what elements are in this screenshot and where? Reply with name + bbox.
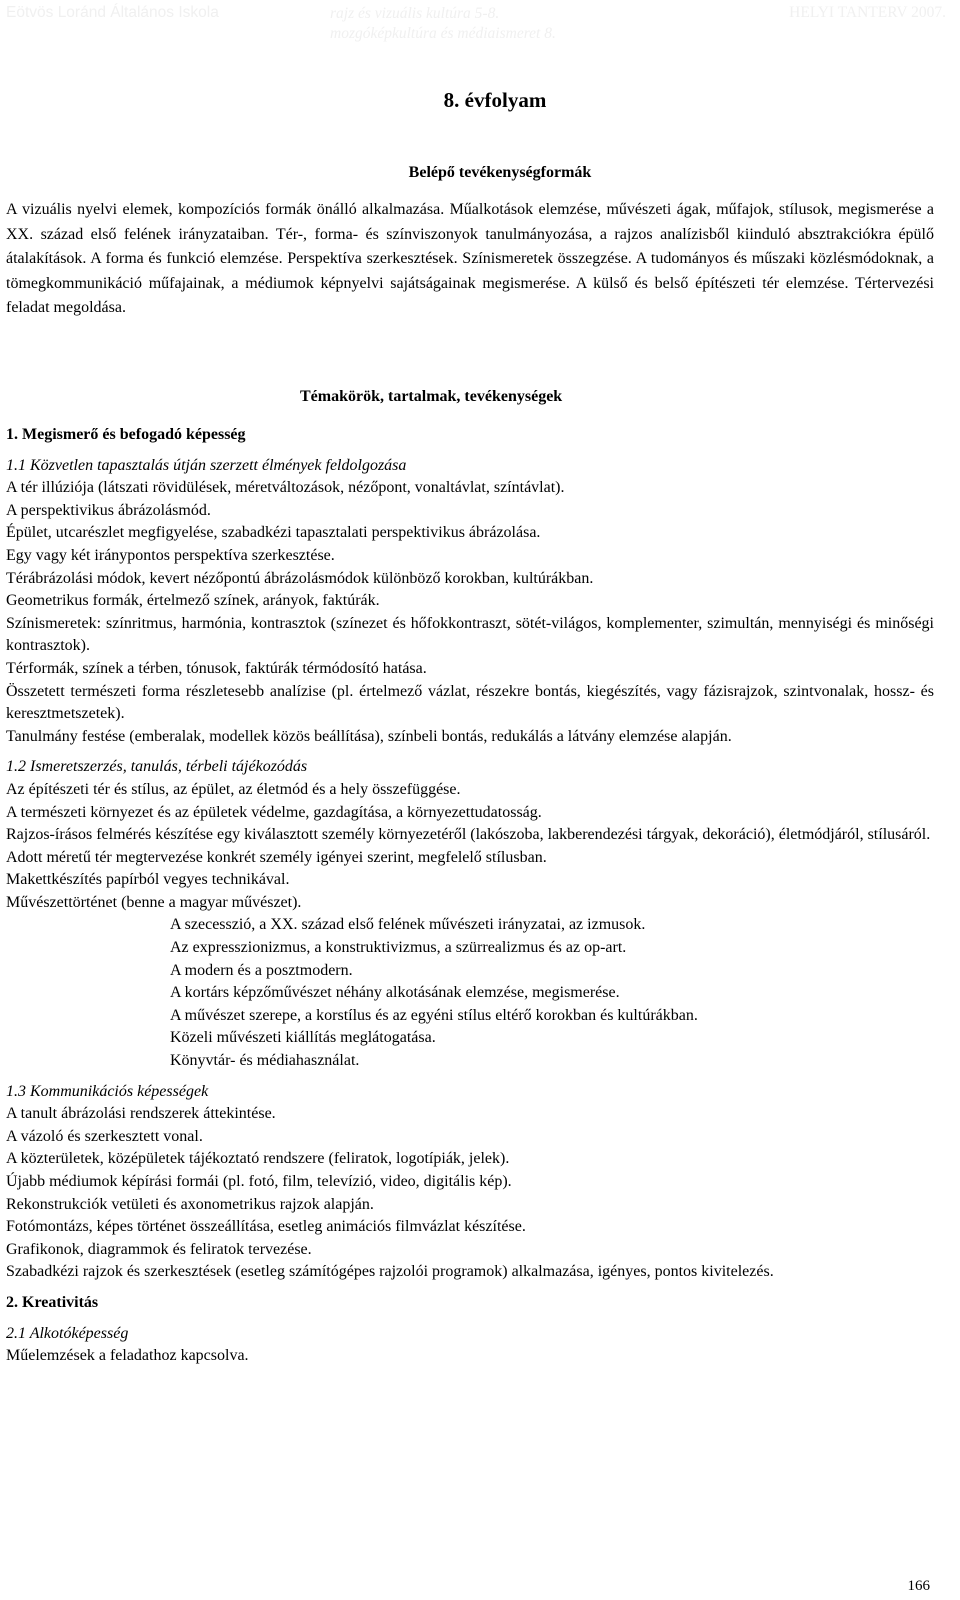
header-school-name: Eötvös Loránd Általános Iskola — [6, 4, 219, 21]
art-history-list — [6, 914, 934, 1072]
main-content — [6, 424, 934, 1368]
grade-title: 8. évfolyam — [443, 88, 547, 112]
list-item: A művészet szerepe, a korstílus és az egyéni stílus eltérő korokban és kultúrákban. — [170, 1006, 698, 1024]
subsection-1-2-title: 1.2 Ismeretszerzés, tanulás, térbeli tájékozódás — [6, 758, 308, 776]
list-item: Grafikonok, diagrammok és feliratok tervezése. — [6, 1240, 312, 1258]
list-item: Tanulmány festése (emberalak, modellek közös beállítása), színbeli bontás, redukálás a látvány elemzése alapján. — [6, 727, 732, 745]
list-item: Makettkészítés papírból vegyes technikával. — [6, 871, 290, 889]
list-item: Közeli művészeti kiállítás meglátogatása. — [170, 1029, 436, 1047]
section-2-title: 2. Kreativitás — [6, 1293, 99, 1311]
subsection-1-3-list — [6, 1103, 934, 1284]
page-number: 166 — [907, 1578, 930, 1594]
list-item: Műelemzések a feladathoz kapcsolva. — [6, 1347, 249, 1365]
list-item: Összetett természeti forma részletesebb analízise (pl. értelmező vázlat, részekre bontás, kiegészítés, vagy fázisrajzok, szintvonalak, hossz- és keresztmetszetek). — [6, 682, 934, 723]
header-curriculum: HELYI TANTERV 2007. — [789, 4, 946, 21]
list-item: A vázoló és szerkesztett vonal. — [6, 1127, 203, 1145]
list-item: Szabadkézi rajzok és szerkesztések (esetleg számítógépes rajzolói programok) alkalmazása, igényes, pontos kivitelezés. — [6, 1263, 774, 1281]
list-item: Rajzos-írásos felmérés készítése egy kiválasztott személy környezetéről (lakószoba, lakberendezési tárgyak, dekoráció), életmódjáról, stílusáról. — [6, 826, 931, 844]
list-item: Épület, utcarészlet megfigyelése, szabadkézi tapasztalati perspektivikus ábrázolása. — [6, 524, 541, 542]
list-item: A tanult ábrázolási rendszerek áttekintése. — [6, 1105, 276, 1123]
list-item: Térábrázolási módok, kevert nézőpontú ábrázolásmódok különböző korokban, kultúrákban. — [6, 569, 594, 587]
list-item: Térformák, színek a térben, tónusok, faktúrák térmódosító hatása. — [6, 659, 427, 677]
header-subject — [330, 4, 556, 44]
page-header — [0, 4, 960, 48]
list-item: Geometrikus formák, értelmező színek, arányok, faktúrák. — [6, 592, 380, 610]
list-item: Könyvtár- és médiahasználat. — [170, 1052, 360, 1070]
list-item: A modern és a posztmodern. — [170, 961, 353, 979]
list-item: A szecesszió, a XX. század első felének művészeti irányzatai, az izmusok. — [170, 916, 646, 934]
list-item: Újabb médiumok képírási formái (pl. fotó, film, televízió, video, digitális kép). — [6, 1173, 512, 1190]
subsection-1-2-list — [6, 779, 934, 915]
list-item: Fotómontázs, képes történet összeállítása, esetleg animációs filmvázlat készítése. — [6, 1218, 526, 1236]
list-item: Rekonstrukciók vetületi és axonometrikus rajzok alapján. — [6, 1195, 374, 1213]
subsection-1-1-list — [6, 477, 934, 748]
list-item: Adott méretű tér megtervezése konkrét személy igényei szerint, megfelelő stílusban. — [6, 848, 547, 866]
list-item: A perspektivikus ábrázolásmód. — [6, 501, 211, 519]
list-item: A természeti környezet és az épületek védelme, gazdagítása, a környezettudatosság. — [6, 803, 542, 821]
subsection-1-1-title: 1.1 Közvetlen tapasztalás útján szerzett élmények feldolgozása — [6, 456, 407, 474]
list-item: A közterületek, középületek tájékoztató rendszere (feliratok, logotípiák, jelek). — [6, 1150, 510, 1168]
list-item: Egy vagy két iránypontos perspektíva szerkesztése. — [6, 546, 335, 564]
header-subject-line-1: rajz és vizuális kultúra 5-8. — [330, 5, 500, 22]
activities-title: Belépő tevékenységformák — [408, 164, 592, 181]
list-item: A tér illúziója (látszati rövidülések, méretváltozások, nézőpont, vonaltávlat, színtávlat). — [6, 479, 565, 497]
list-item: Az expresszionizmus, a konstruktivizmus, a szürrealizmus és az op-art. — [170, 939, 627, 957]
subsection-1-3-title: 1.3 Kommunikációs képességek — [6, 1082, 209, 1100]
subsection-2-1-title: 2.1 Alkotóképesség — [6, 1324, 129, 1342]
list-item: Az építészeti tér és stílus, az épület, az életmód és a hely összefüggése. — [6, 780, 461, 798]
list-item: Színismeretek: színritmus, harmónia, kontrasztok (színezet és hőfokkontraszt, sötét-világos, komplementer, szimultán, mennyiségi és minőségi kontrasztok). — [6, 614, 934, 655]
list-item: A kortárs képzőművészet néhány alkotásának elemzése, megismerése. — [170, 984, 620, 1002]
intro-paragraph: A vizuális nyelvi elemek, kompozíciós formák önálló alkalmazása. Műalkotások elemzése, művészeti ágak, műfajok, stílusok, megismerése a XX. század első felének irányzataiban. Tér-, forma- és színviszonyok tanulmányozása, a rajzos analízisből kiinduló absztrakciókra épülő átalakítások. A forma és funkció elemzése. Perspektíva szerkesztések. Színismeretek összegzése. A tudományos és műszaki közlésmódoknak, a tömegkommunikáció műfajainak, a médiumok képnyelvi sajátságainak megismerése. A külső és belső építészeti tér elemzése. Tértervezési feladat megoldása. — [6, 201, 934, 316]
header-subject-line-2: mozgóképkultúra és médiaismeret 8. — [330, 25, 556, 42]
list-item: Művészettörténet (benne a magyar művészet). — [6, 893, 302, 911]
section-1-title: 1. Megismerő és befogadó képesség — [6, 426, 246, 443]
topics-title: Témakörök, tartalmak, tevékenységek — [300, 388, 563, 405]
